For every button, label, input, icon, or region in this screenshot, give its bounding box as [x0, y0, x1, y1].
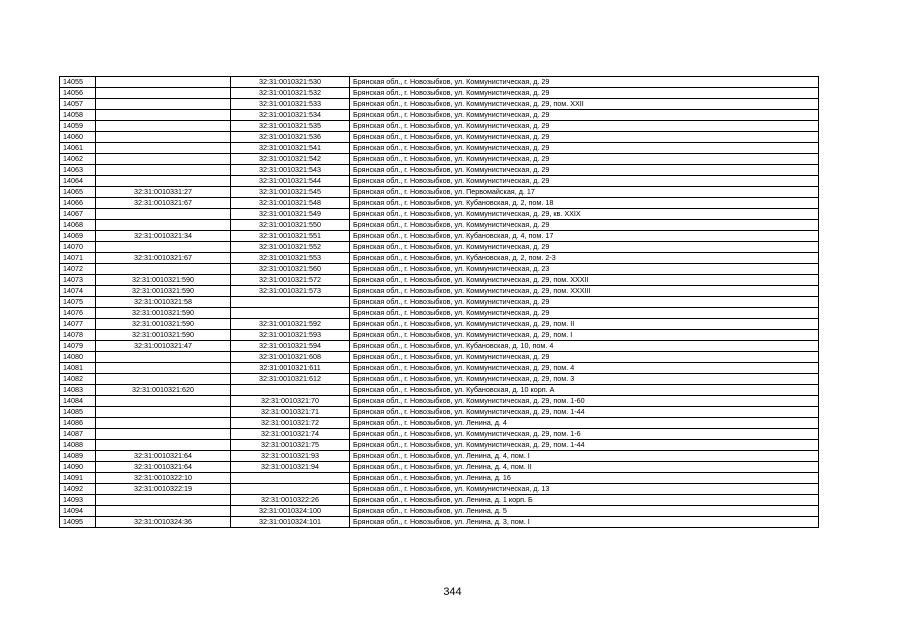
table-row: [60, 330, 819, 341]
row-number-cell: 14080: [60, 352, 96, 363]
new-cadastral-number-cell: 32:31:0010321:550: [231, 220, 350, 231]
old-cadastral-number-cell: [96, 99, 231, 110]
old-cadastral-number-cell: 32:31:0010321:67: [96, 253, 231, 264]
table-row: [60, 385, 819, 396]
old-cadastral-number-cell: [96, 352, 231, 363]
row-number-cell: 14059: [60, 121, 96, 132]
address-cell: Брянская обл., г. Новозыбков, ул. Коммунистическая, д. 29, пом. 3: [350, 374, 819, 385]
row-number-cell: 14072: [60, 264, 96, 275]
row-number-cell: 14057: [60, 99, 96, 110]
row-number-cell: 14060: [60, 132, 96, 143]
row-number-cell: 14086: [60, 418, 96, 429]
row-number-cell: 14071: [60, 253, 96, 264]
new-cadastral-number-cell: 32:31:0010321:573: [231, 286, 350, 297]
table-row: [60, 231, 819, 242]
row-number-cell: 14062: [60, 154, 96, 165]
old-cadastral-number-cell: [96, 121, 231, 132]
address-cell: Брянская обл., г. Новозыбков, ул. Ленина, д. 16: [350, 473, 819, 484]
new-cadastral-number-cell: [231, 473, 350, 484]
address-cell: Брянская обл., г. Новозыбков, ул. Коммунистическая, д. 29: [350, 220, 819, 231]
address-cell: Брянская обл., г. Новозыбков, ул. Коммунистическая, д. 29: [350, 143, 819, 154]
new-cadastral-number-cell: 32:31:0010321:530: [231, 77, 350, 88]
table-row: [60, 88, 819, 99]
new-cadastral-number-cell: 32:31:0010321:74: [231, 429, 350, 440]
row-number-cell: 14092: [60, 484, 96, 495]
row-number-cell: 14082: [60, 374, 96, 385]
address-cell: Брянская обл., г. Новозыбков, ул. Кубановская, д. 2, пом. 2-3: [350, 253, 819, 264]
new-cadastral-number-cell: 32:31:0010321:94: [231, 462, 350, 473]
row-number-cell: 14083: [60, 385, 96, 396]
table-row: [60, 220, 819, 231]
table-row: [60, 451, 819, 462]
old-cadastral-number-cell: [96, 110, 231, 121]
row-number-cell: 14065: [60, 187, 96, 198]
new-cadastral-number-cell: 32:31:0010321:543: [231, 165, 350, 176]
table-row: [60, 440, 819, 451]
row-number-cell: 14061: [60, 143, 96, 154]
old-cadastral-number-cell: 32:31:0010331:27: [96, 187, 231, 198]
old-cadastral-number-cell: [96, 374, 231, 385]
new-cadastral-number-cell: [231, 484, 350, 495]
address-cell: Брянская обл., г. Новозыбков, ул. Коммунистическая, д. 29, кв. XXIX: [350, 209, 819, 220]
new-cadastral-number-cell: 32:31:0010321:75: [231, 440, 350, 451]
new-cadastral-number-cell: 32:31:0010321:553: [231, 253, 350, 264]
old-cadastral-number-cell: 32:31:0010321:620: [96, 385, 231, 396]
row-number-cell: 14089: [60, 451, 96, 462]
table-row: [60, 198, 819, 209]
table-row: [60, 517, 819, 528]
address-cell: Брянская обл., г. Новозыбков, ул. Коммунистическая, д. 13: [350, 484, 819, 495]
row-number-cell: 14073: [60, 275, 96, 286]
registry-table-body: [60, 77, 819, 528]
address-cell: Брянская обл., г. Новозыбков, ул. Коммунистическая, д. 29: [350, 121, 819, 132]
old-cadastral-number-cell: [96, 429, 231, 440]
table-row: [60, 319, 819, 330]
table-row: [60, 297, 819, 308]
old-cadastral-number-cell: [96, 418, 231, 429]
row-number-cell: 14075: [60, 297, 96, 308]
row-number-cell: 14085: [60, 407, 96, 418]
row-number-cell: 14069: [60, 231, 96, 242]
new-cadastral-number-cell: 32:31:0010321:93: [231, 451, 350, 462]
old-cadastral-number-cell: [96, 165, 231, 176]
address-cell: Брянская обл., г. Новозыбков, ул. Коммунистическая, д. 29, пом. XXXII: [350, 275, 819, 286]
table-row: [60, 176, 819, 187]
row-number-cell: 14081: [60, 363, 96, 374]
table-row: [60, 396, 819, 407]
new-cadastral-number-cell: 32:31:0010321:535: [231, 121, 350, 132]
address-cell: Брянская обл., г. Новозыбков, ул. Коммунистическая, д. 29: [350, 110, 819, 121]
table-row: [60, 187, 819, 198]
row-number-cell: 14066: [60, 198, 96, 209]
table-row: [60, 110, 819, 121]
new-cadastral-number-cell: 32:31:0010321:611: [231, 363, 350, 374]
table-row: [60, 253, 819, 264]
address-cell: Брянская обл., г. Новозыбков, ул. Ленина, д. 4, пом. II: [350, 462, 819, 473]
new-cadastral-number-cell: 32:31:0010321:536: [231, 132, 350, 143]
address-cell: Брянская обл., г. Новозыбков, ул. Коммунистическая, д. 29, пом. 4: [350, 363, 819, 374]
table-row: [60, 99, 819, 110]
new-cadastral-number-cell: 32:31:0010321:551: [231, 231, 350, 242]
table-row: [60, 429, 819, 440]
new-cadastral-number-cell: 32:31:0010321:534: [231, 110, 350, 121]
old-cadastral-number-cell: [96, 176, 231, 187]
address-cell: Брянская обл., г. Новозыбков, ул. Кубановская, д. 2, пом. 18: [350, 198, 819, 209]
table-row: [60, 363, 819, 374]
table-row: [60, 121, 819, 132]
address-cell: Брянская обл., г. Новозыбков, ул. Коммунистическая, д. 29: [350, 308, 819, 319]
row-number-cell: 14093: [60, 495, 96, 506]
table-row: [60, 473, 819, 484]
row-number-cell: 14070: [60, 242, 96, 253]
address-cell: Брянская обл., г. Новозыбков, ул. Ленина, д. 1 корп. Б: [350, 495, 819, 506]
address-cell: Брянская обл., г. Новозыбков, ул. Ленина, д. 4: [350, 418, 819, 429]
table-row: [60, 143, 819, 154]
old-cadastral-number-cell: [96, 363, 231, 374]
address-cell: Брянская обл., г. Новозыбков, ул. Кубановская, д. 10, пом. 4: [350, 341, 819, 352]
table-row: [60, 374, 819, 385]
new-cadastral-number-cell: 32:31:0010321:608: [231, 352, 350, 363]
table-row: [60, 352, 819, 363]
row-number-cell: 14087: [60, 429, 96, 440]
new-cadastral-number-cell: 32:31:0010324:101: [231, 517, 350, 528]
address-cell: Брянская обл., г. Новозыбков, ул. Коммунистическая, д. 29: [350, 352, 819, 363]
address-cell: Брянская обл., г. Новозыбков, ул. Коммунистическая, д. 29, пом. 1-6: [350, 429, 819, 440]
old-cadastral-number-cell: [96, 440, 231, 451]
old-cadastral-number-cell: 32:31:0010321:47: [96, 341, 231, 352]
row-number-cell: 14078: [60, 330, 96, 341]
address-cell: Брянская обл., г. Новозыбков, ул. Ленина, д. 4, пом. I: [350, 451, 819, 462]
address-cell: Брянская обл., г. Новозыбков, ул. Коммунистическая, д. 29, пом. XXXIII: [350, 286, 819, 297]
old-cadastral-number-cell: [96, 396, 231, 407]
old-cadastral-number-cell: 32:31:0010321:590: [96, 319, 231, 330]
table-row: [60, 286, 819, 297]
old-cadastral-number-cell: 32:31:0010322:19: [96, 484, 231, 495]
table-row: [60, 462, 819, 473]
table-row: [60, 418, 819, 429]
old-cadastral-number-cell: 32:31:0010324:36: [96, 517, 231, 528]
row-number-cell: 14088: [60, 440, 96, 451]
row-number-cell: 14074: [60, 286, 96, 297]
row-number-cell: 14084: [60, 396, 96, 407]
address-cell: Брянская обл., г. Новозыбков, ул. Коммунистическая, д. 29: [350, 154, 819, 165]
new-cadastral-number-cell: [231, 385, 350, 396]
old-cadastral-number-cell: [96, 154, 231, 165]
row-number-cell: 14077: [60, 319, 96, 330]
table-row: [60, 132, 819, 143]
new-cadastral-number-cell: 32:31:0010321:548: [231, 198, 350, 209]
new-cadastral-number-cell: 32:31:0010321:549: [231, 209, 350, 220]
old-cadastral-number-cell: [96, 209, 231, 220]
new-cadastral-number-cell: 32:31:0010321:70: [231, 396, 350, 407]
address-cell: Брянская обл., г. Новозыбков, ул. Коммунистическая, д. 29: [350, 88, 819, 99]
old-cadastral-number-cell: 32:31:0010321:34: [96, 231, 231, 242]
address-cell: Брянская обл., г. Новозыбков, ул. Коммунистическая, д. 29: [350, 176, 819, 187]
address-cell: Брянская обл., г. Новозыбков, ул. Коммунистическая, д. 29: [350, 165, 819, 176]
new-cadastral-number-cell: 32:31:0010321:612: [231, 374, 350, 385]
address-cell: Брянская обл., г. Новозыбков, ул. Коммунистическая, д. 29: [350, 297, 819, 308]
row-number-cell: 14064: [60, 176, 96, 187]
table-row: [60, 77, 819, 88]
address-cell: Брянская обл., г. Новозыбков, ул. Кубановская, д. 10 корп. А: [350, 385, 819, 396]
new-cadastral-number-cell: 32:31:0010321:594: [231, 341, 350, 352]
address-cell: Брянская обл., г. Новозыбков, ул. Коммунистическая, д. 29: [350, 242, 819, 253]
row-number-cell: 14055: [60, 77, 96, 88]
old-cadastral-number-cell: [96, 88, 231, 99]
row-number-cell: 14067: [60, 209, 96, 220]
row-number-cell: 14091: [60, 473, 96, 484]
address-cell: Брянская обл., г. Новозыбков, ул. Ленина, д. 3, пом. I: [350, 517, 819, 528]
row-number-cell: 14056: [60, 88, 96, 99]
new-cadastral-number-cell: 32:31:0010321:541: [231, 143, 350, 154]
row-number-cell: 14063: [60, 165, 96, 176]
new-cadastral-number-cell: 32:31:0010321:71: [231, 407, 350, 418]
address-cell: Брянская обл., г. Новозыбков, ул. Коммунистическая, д. 29: [350, 132, 819, 143]
old-cadastral-number-cell: 32:31:0010321:590: [96, 330, 231, 341]
new-cadastral-number-cell: 32:31:0010321:72: [231, 418, 350, 429]
old-cadastral-number-cell: 32:31:0010321:64: [96, 451, 231, 462]
page-number: 344: [443, 586, 462, 598]
row-number-cell: 14076: [60, 308, 96, 319]
new-cadastral-number-cell: 32:31:0010321:533: [231, 99, 350, 110]
address-cell: Брянская обл., г. Новозыбков, ул. Коммунистическая, д. 29: [350, 77, 819, 88]
table-row: [60, 242, 819, 253]
row-number-cell: 14079: [60, 341, 96, 352]
registry-table: [59, 76, 819, 528]
row-number-cell: 14095: [60, 517, 96, 528]
old-cadastral-number-cell: 32:31:0010321:590: [96, 286, 231, 297]
address-cell: Брянская обл., г. Новозыбков, ул. Кубановская, д. 4, пом. 17: [350, 231, 819, 242]
new-cadastral-number-cell: 32:31:0010322:26: [231, 495, 350, 506]
row-number-cell: 14068: [60, 220, 96, 231]
address-cell: Брянская обл., г. Новозыбков, ул. Коммунистическая, д. 29, пом. 1-44: [350, 440, 819, 451]
old-cadastral-number-cell: [96, 143, 231, 154]
table-row: [60, 165, 819, 176]
new-cadastral-number-cell: 32:31:0010321:592: [231, 319, 350, 330]
old-cadastral-number-cell: [96, 220, 231, 231]
row-number-cell: 14094: [60, 506, 96, 517]
old-cadastral-number-cell: 32:31:0010321:64: [96, 462, 231, 473]
old-cadastral-number-cell: 32:31:0010321:590: [96, 308, 231, 319]
new-cadastral-number-cell: 32:31:0010321:532: [231, 88, 350, 99]
old-cadastral-number-cell: [96, 495, 231, 506]
table-row: [60, 154, 819, 165]
old-cadastral-number-cell: [96, 407, 231, 418]
new-cadastral-number-cell: [231, 308, 350, 319]
old-cadastral-number-cell: [96, 77, 231, 88]
address-cell: Брянская обл., г. Новозыбков, ул. Коммунистическая, д. 29, пом. II: [350, 319, 819, 330]
new-cadastral-number-cell: [231, 297, 350, 308]
new-cadastral-number-cell: 32:31:0010321:542: [231, 154, 350, 165]
table-row: [60, 506, 819, 517]
table-row: [60, 407, 819, 418]
old-cadastral-number-cell: 32:31:0010322:10: [96, 473, 231, 484]
address-cell: Брянская обл., г. Новозыбков, ул. Коммунистическая, д. 23: [350, 264, 819, 275]
table-row: [60, 484, 819, 495]
address-cell: Брянская обл., г. Новозыбков, ул. Коммунистическая, д. 29, пом. I: [350, 330, 819, 341]
old-cadastral-number-cell: [96, 506, 231, 517]
table-row: [60, 209, 819, 220]
address-cell: Брянская обл., г. Новозыбков, ул. Коммунистическая, д. 29, пом. 1-44: [350, 407, 819, 418]
address-cell: Брянская обл., г. Новозыбков, ул. Коммунистическая, д. 29, пом. XXII: [350, 99, 819, 110]
old-cadastral-number-cell: [96, 264, 231, 275]
row-number-cell: 14058: [60, 110, 96, 121]
address-cell: Брянская обл., г. Новозыбков, ул. Ленина, д. 5: [350, 506, 819, 517]
old-cadastral-number-cell: 32:31:0010321:590: [96, 275, 231, 286]
table-row: [60, 341, 819, 352]
new-cadastral-number-cell: 32:31:0010321:560: [231, 264, 350, 275]
address-cell: Брянская обл., г. Новозыбков, ул. Первомайская, д. 17: [350, 187, 819, 198]
old-cadastral-number-cell: 32:31:0010321:67: [96, 198, 231, 209]
old-cadastral-number-cell: [96, 242, 231, 253]
table-row: [60, 264, 819, 275]
table-row: [60, 495, 819, 506]
new-cadastral-number-cell: 32:31:0010321:593: [231, 330, 350, 341]
old-cadastral-number-cell: 32:31:0010321:58: [96, 297, 231, 308]
new-cadastral-number-cell: 32:31:0010324:100: [231, 506, 350, 517]
address-cell: Брянская обл., г. Новозыбков, ул. Коммунистическая, д. 29, пом. 1-60: [350, 396, 819, 407]
new-cadastral-number-cell: 32:31:0010321:572: [231, 275, 350, 286]
row-number-cell: 14090: [60, 462, 96, 473]
old-cadastral-number-cell: [96, 132, 231, 143]
new-cadastral-number-cell: 32:31:0010321:545: [231, 187, 350, 198]
table-row: [60, 308, 819, 319]
table-row: [60, 275, 819, 286]
new-cadastral-number-cell: 32:31:0010321:552: [231, 242, 350, 253]
new-cadastral-number-cell: 32:31:0010321:544: [231, 176, 350, 187]
